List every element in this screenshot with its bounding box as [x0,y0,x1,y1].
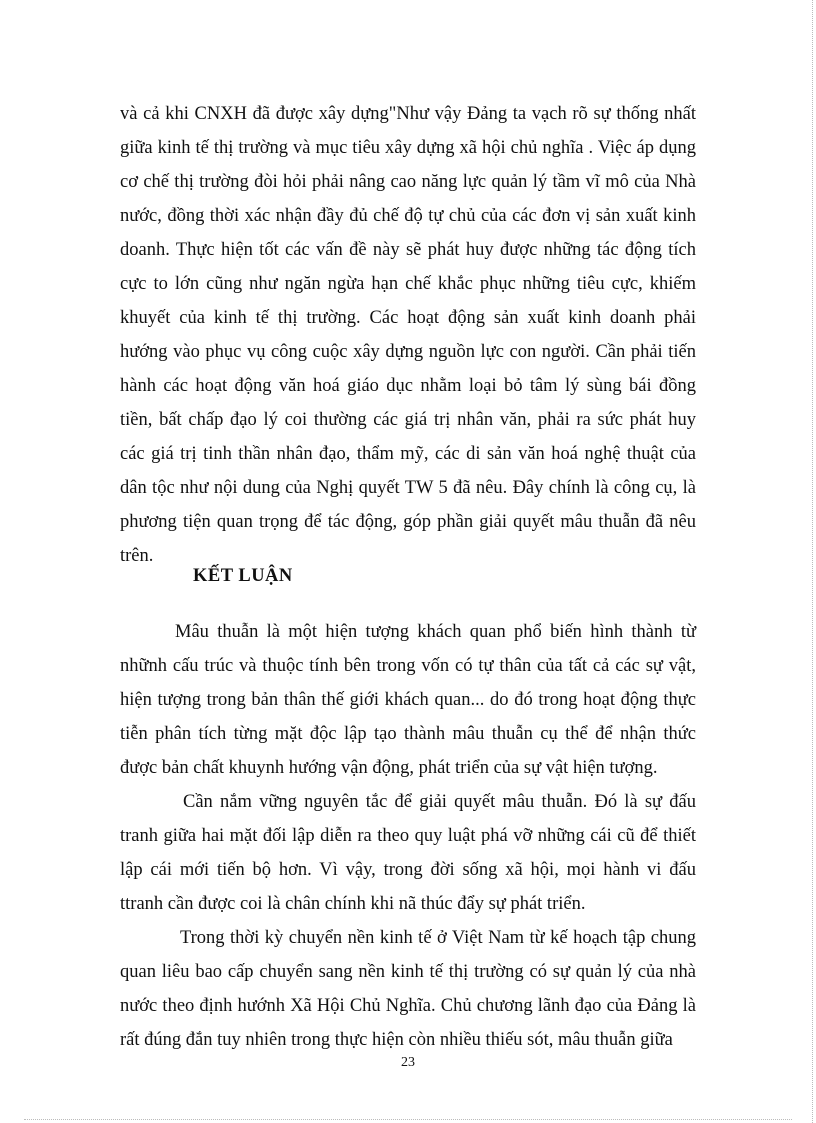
paragraph-1-line: phương tiện quan trọng để tác động, góp phần giải quyết mâu thuẫn đã nêu [120,512,696,532]
paragraph-1-line: tiền, bất chấp đạo lý coi thường các giá trị nhân văn, phải ra sức phát huy [120,410,696,430]
paragraph-1-line: khuyết của kinh tế thị trường. Các hoạt động sản xuất kinh doanh phải [120,308,696,328]
paragraph-1-line: giữa kinh tế thị trường và mục tiêu xây dựng xã hội chủ nghĩa . Việc áp dụng [120,138,696,158]
paragraph-1-line: cực to lớn cũng như ngăn ngừa hạn chế khắc phục những tiêu cực, khiếm [120,274,696,294]
paragraph-1-line: nước, đồng thời xác nhận đầy đủ chế độ tự chủ của các đơn vị sản xuất kinh [120,206,696,226]
paragraph-1-line: cơ chế thị trường đòi hỏi phải nâng cao năng lực quản lý tầm vĩ mô của Nhà [120,172,696,192]
paragraph-3-line: lập cái mới tiến bộ hơn. Vì vậy, trong đời sống xã hội, mọi hành vi đấu [120,860,696,880]
paragraph-4-line: Trong thời kỳ chuyển nền kinh tế ở Việt Nam từ kế hoạch tập chung [180,928,696,948]
paragraph-2-line: Mâu thuẫn là một hiện tượng khách quan phổ biến hình thành từ [175,622,696,642]
paragraph-4-line: nước theo định hướnh Xã Hội Chủ Nghĩa. Chủ chương lãnh đạo của Đảng là [120,996,696,1016]
paragraph-1-line: doanh. Thực hiện tốt các vấn đề này sẽ phát huy được những tác động tích [120,240,696,260]
paragraph-3-line: tranh giữa hai mặt đối lập diễn ra theo quy luật phá vỡ những cái cũ để thiết [120,826,696,846]
page-number: 23 [401,1055,415,1070]
paragraph-1-line: dân tộc như nội dung của Nghị quyết TW 5 đã nêu. Đây chính là công cụ, là [120,478,696,498]
paragraph-2-line: hiện tượng trong bản thân thế giới khách quan... do đó trong hoạt động thực [120,690,696,710]
paragraph-4-line: quan liêu bao cấp chuyển sang nền kinh tế thị trường có sự quản lý của nhà [120,962,696,982]
paragraph-1-line: hướng vào phục vụ công cuộc xây dựng nguồn lực con người. Cần phải tiến [120,342,696,362]
paragraph-1-line: và cả khi CNXH đã được xây dựng"Như vậy Đảng ta vạch rõ sự thống nhất [120,104,696,124]
paragraph-2-line: được bản chất khuynh hướng vận động, phát triển của sự vật hiện tượng. [120,758,658,778]
paragraph-4-line: rất đúng đắn tuy nhiên trong thực hiện còn nhiều thiếu sót, mâu thuẫn giữa [120,1030,673,1050]
page-bottom-border [24,1119,792,1120]
paragraph-3-line: Cần nắm vững nguyên tắc để giải quyết mâu thuẫn. Đó là sự đấu [183,792,696,812]
paragraph-3-line: ttranh cần được coi là chân chính khi nã thúc đẩy sự phát triển. [120,894,586,914]
paragraph-2-line: tiễn phân tích từng mặt độc lập tạo thành mâu thuẫn cụ thể để nhận thức [120,724,696,744]
page-right-border [812,0,813,1123]
paragraph-1-line: hành các hoạt động văn hoá giáo dục nhằm loại bỏ tâm lý sùng bái đồng [120,376,696,396]
paragraph-1-line: các giá trị tinh thần nhân đạo, thẩm mỹ, các di sản văn hoá nghệ thuật của [120,444,696,464]
paragraph-1-line: trên. [120,546,154,566]
paragraph-2-line: nhữnh cấu trúc và thuộc tính bên trong vốn có tự thân của tất cả các sự vật, [120,656,696,676]
section-heading: KẾT LUẬN [193,566,293,586]
